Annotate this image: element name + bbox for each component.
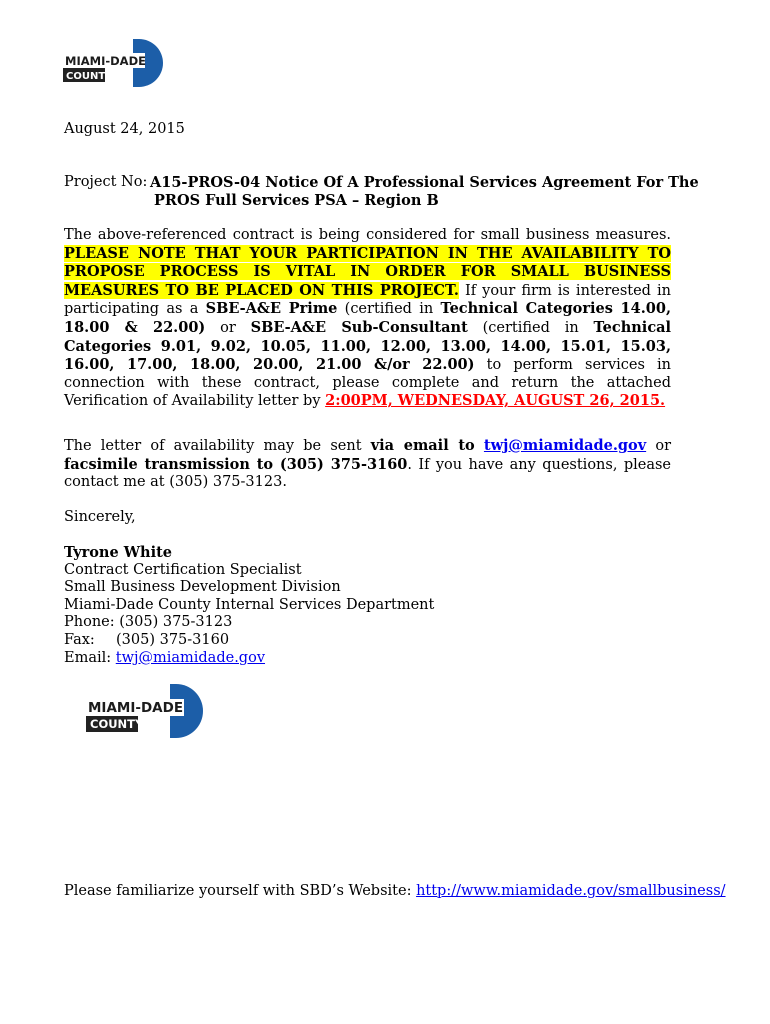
fax-value: (305) 375-3160 bbox=[116, 632, 230, 648]
letter-date: August 24, 2015 bbox=[64, 121, 185, 137]
signer-division: Small Business Development Division bbox=[64, 579, 341, 595]
project-label: Project No: bbox=[64, 174, 148, 190]
county-logo-top bbox=[63, 38, 163, 88]
phone-line bbox=[64, 614, 232, 631]
miami-dade-logo-icon bbox=[63, 38, 163, 88]
text-fragment: (certified in bbox=[482, 319, 579, 336]
email-line bbox=[64, 650, 265, 667]
text-fragment: or bbox=[655, 438, 672, 454]
body-paragraph-1 bbox=[64, 227, 671, 411]
text-fragment: If your firm is interested in participating as a bbox=[64, 282, 671, 318]
via-email-label: via email to bbox=[370, 437, 475, 454]
phone-value: (305) 375-3123 bbox=[119, 614, 233, 630]
phone-label: Phone: bbox=[64, 614, 115, 630]
text-fragment: to perform services in connection with these contract, please complete and return the attached Verification of Availability letter by bbox=[64, 357, 672, 410]
signer-department: Miami-Dade County Internal Services Department bbox=[64, 597, 435, 613]
project-title-line2: PROS Full Services PSA – Region B bbox=[154, 192, 439, 209]
miami-dade-logo-icon bbox=[86, 683, 204, 739]
text-fragment: . If you have any questions, please contact me at (305) 375-3123. bbox=[64, 456, 671, 491]
prime-categories: Technical Categories 14.00, 18.00 & 22.00) bbox=[64, 300, 672, 336]
email-link[interactable]: twj@miamidade.gov bbox=[483, 437, 647, 454]
fax-transmission: facsimile transmission to (305) 375-3160 bbox=[64, 455, 408, 473]
text-fragment: The letter of availability may be sent bbox=[64, 438, 362, 454]
signer-name: Tyrone White bbox=[64, 544, 173, 561]
sub-role: SBE-A&E Sub-Consultant bbox=[250, 318, 468, 336]
body-paragraph-2 bbox=[64, 437, 671, 492]
footer-line bbox=[64, 883, 726, 900]
text-fragment: (certified in bbox=[344, 301, 434, 318]
svg-text:MIAMI-DADE: MIAMI-DADE bbox=[88, 700, 184, 716]
footer-text: Please familiarize yourself with SBD’s Website: bbox=[64, 883, 412, 899]
svg-text:COUNTY: COUNTY bbox=[90, 717, 144, 731]
deadline: 2:00PM, WEDNESDAY, AUGUST 26, 2015. bbox=[325, 392, 666, 410]
svg-text:COUNTY: COUNTY bbox=[66, 71, 113, 82]
fax-label: Fax: bbox=[64, 632, 95, 648]
fax-line bbox=[64, 632, 229, 649]
signer-title: Contract Certification Specialist bbox=[64, 562, 302, 578]
notice-highlight: PLEASE NOTE THAT YOUR PARTICIPATION IN THE AVAILABILITY TO PROPOSE PROCESS IS VITAL IN ORDER FOR SMALL BUSINESS MEASURES TO BE PLACED ON THIS PROJECT. bbox=[64, 244, 671, 299]
text-fragment: or bbox=[220, 319, 236, 336]
sub-categories: Technical Categories 9.01, 9.02, 10.05, 11.00, 12.00, 13.00, 14.00, 15.01, 15.03, 16.00, 17.00, 18.00, 20.00, 21.00 &/or 22.00) bbox=[64, 318, 672, 374]
prime-role: SBE-A&E Prime bbox=[205, 300, 338, 318]
signature-email-link[interactable]: twj@miamidade.gov bbox=[115, 650, 266, 666]
email-label: Email: bbox=[64, 650, 112, 666]
svg-text:MIAMI-DADE: MIAMI-DADE bbox=[65, 54, 146, 68]
project-title-line1: A15-PROS-04 Notice Of A Professional Services Agreement For The bbox=[150, 174, 699, 191]
closing: Sincerely, bbox=[64, 509, 136, 525]
sbd-website-link[interactable]: http://www.miamidade.gov/smallbusiness/ bbox=[416, 883, 726, 899]
county-logo-bottom bbox=[86, 683, 204, 739]
intro-text: The above-referenced contract is being considered for small business measures. bbox=[64, 227, 671, 243]
